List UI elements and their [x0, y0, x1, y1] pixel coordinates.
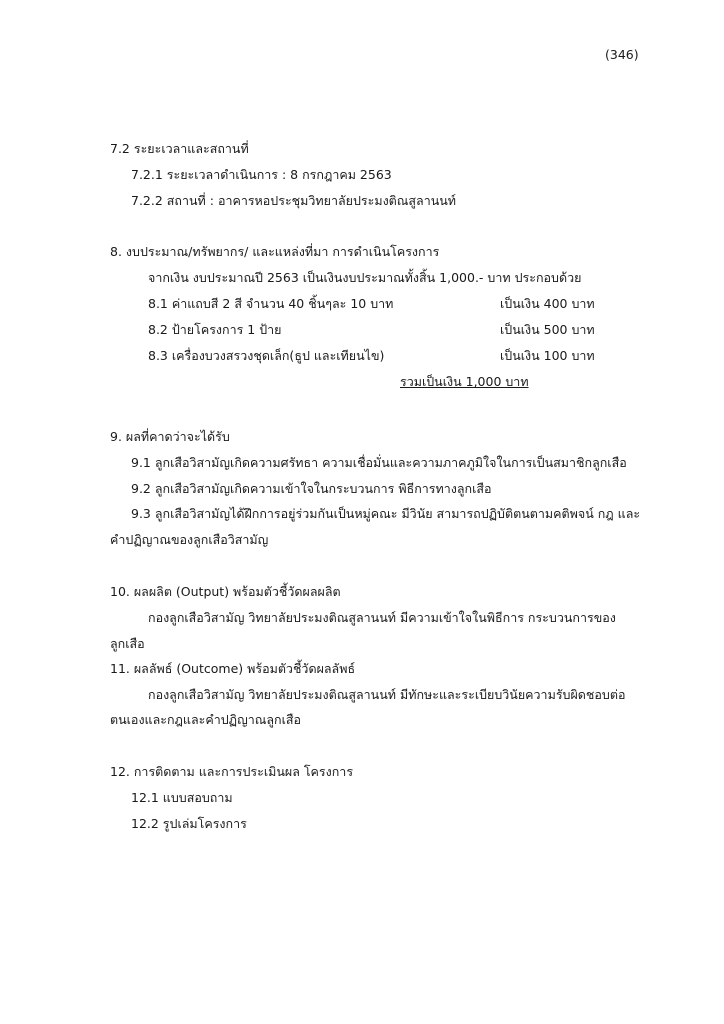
- section-7-2-2-line: 7.2.2 สถานที่ : อาคารหอประชุมวิทยาลัยประมงติณสูลานนท์: [131, 193, 457, 208]
- section-9-3-line: 9.3 ลูกเสือวิสามัญได้ฝึกการอยู่ร่วมกันเป็นหมู่คณะ มีวินัย สามารถปฏิบัติตนตามคติพจน์ กฎ และ: [131, 506, 641, 521]
- section-10-heading: 10. ผลผลิต (Output) พร้อมตัวชี้วัดผลผลิต: [110, 584, 341, 599]
- budget-total: รวมเป็นเงิน 1,000 บาท: [400, 374, 529, 389]
- section-10-body: กองลูกเสือวิสามัญ วิทยาลัยประมงติณสูลานนท์ มีความเข้าใจในพิธีการ กระบวนการของ: [148, 610, 616, 625]
- section-7-2-1-line: 7.2.1 ระยะเวลาดำเนินการ : 8 กรกฎาคม 2563: [131, 167, 392, 182]
- section-12-2-line: 12.2 รูปเล่มโครงการ: [131, 816, 247, 831]
- budget-item-label: 8.1 ค่าแถบสี 2 สี จำนวน 40 ชิ้นๆละ 10 บาท: [148, 296, 394, 311]
- section-11-heading: 11. ผลลัพธ์ (Outcome) พร้อมตัวชี้วัดผลลัพธ์: [110, 661, 356, 676]
- budget-item-amount: เป็นเงิน 100 บาท: [500, 348, 595, 363]
- section-12-heading: 12. การติดตาม และการประเมินผล โครงการ: [110, 764, 354, 779]
- section-9-1-line: 9.1 ลูกเสือวิสามัญเกิดความศรัทธา ความเชื่อมั่นและความภาคภูมิใจในการเป็นสมาชิกลูกเสือ: [131, 455, 627, 470]
- section-8-heading: 8. งบประมาณ/ทรัพยากร/ และแหล่งที่มา การดำเนินโครงการ: [110, 244, 440, 259]
- section-10-continuation: ลูกเสือ: [110, 636, 145, 651]
- section-9-heading: 9. ผลที่คาดว่าจะได้รับ: [110, 429, 230, 444]
- section-9-3-continuation: คำปฏิญาณของลูกเสือวิสามัญ: [110, 532, 269, 547]
- section-7-2-heading: 7.2 ระยะเวลาและสถานที่: [110, 141, 249, 156]
- budget-item-amount: เป็นเงิน 500 บาท: [500, 322, 595, 337]
- page-number: (346): [605, 47, 639, 62]
- section-11-body: กองลูกเสือวิสามัญ วิทยาลัยประมงติณสูลานนท์ มีทักษะและระเบียบวินัยความรับผิดชอบต่อ: [148, 687, 626, 702]
- section-9-2-line: 9.2 ลูกเสือวิสามัญเกิดความเข้าใจในกระบวนการ พิธีการทางลูกเสือ: [131, 481, 492, 496]
- section-11-continuation: ตนเองและกฎและคำปฏิญาณลูกเสือ: [110, 712, 301, 727]
- budget-item-label: 8.2 ป้ายโครงการ 1 ป้าย: [148, 322, 282, 337]
- section-8-intro: จากเงิน งบประมาณปี 2563 เป็นเงินงบประมาณทั้งสิ้น 1,000.- บาท ประกอบด้วย: [148, 270, 582, 285]
- budget-item-amount: เป็นเงิน 400 บาท: [500, 296, 595, 311]
- section-12-1-line: 12.1 แบบสอบถาม: [131, 790, 233, 805]
- budget-item-label: 8.3 เครื่องบวงสรวงชุดเล็ก(ธูป และเทียนไข): [148, 348, 385, 363]
